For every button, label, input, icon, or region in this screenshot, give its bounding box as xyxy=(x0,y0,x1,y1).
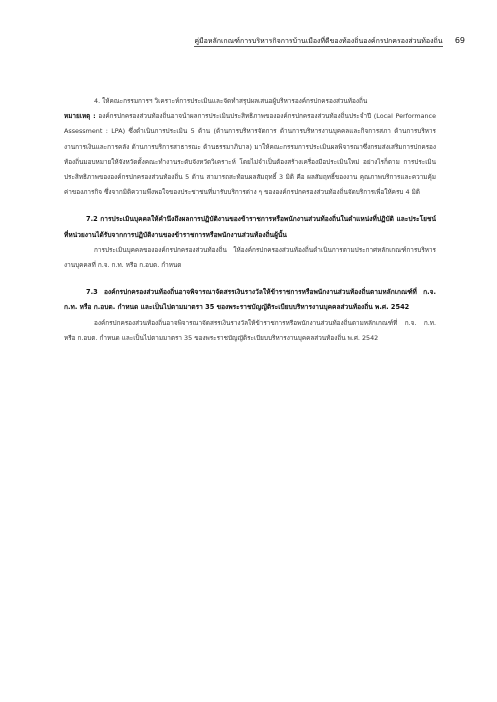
note-label: หมายเหตุ : xyxy=(64,112,96,121)
section-number: 7.3 xyxy=(86,288,98,297)
header-title: คู่มือหลักเกณฑ์การบริหารกิจการบ้านเมืองที่ดีของท้องถิ่นองค์กรปกครองส่วนท้องถิ่น xyxy=(194,37,443,45)
section-body-7-2: การประเมินบุคคลขององค์กรปกครองส่วนท้องถิ่น ให้องค์กรปกครองส่วนท้องถิ่นดำเนินการตามประกาศหลักเกณฑ์การบริหารงานบุคคลที่ ก.จ. ก.ท. หรือ ก.อบต. กำหนด xyxy=(64,245,436,270)
note-text: องค์กรปกครองส่วนท้องถิ่นอาจนำผลการประเมินประสิทธิภาพขององค์กรปกครองส่วนท้องถิ่นประจำปี (Local Performance Assessment : LPA) ซึ่งดำเนินการประเมิน 5 ด้าน (ด้านการบริหารจัดการ ด้านการบริหารงานบุคคลและกิจการสภา ด้านการบริหารงานการเงินและการคลัง ด้านการบริการสาธารณะ ด้านธรรมาภิบาล) มาให้คณะกรรมการประเมินผลพิจารณาซึ่งกรมส่งเสริมการปกครองท้องถิ่นมอบหมายให้จังหวัดตั้งคณะทำงานระดับจังหวัดวิเคราะห์ โดยไม่จำเป็นต้องสร้างเครื่องมือประเมินใหม่ อย่างไรก็ตาม การประเมินประสิทธิภาพขององค์กรปกครองส่วนท้องถิ่น 5 ด้าน สามารถสะท้อนผลสัมฤทธิ์ 3 มิติ คือ ผลสัมฤทธิ์ของงาน คุณภาพบริการและความคุ้มค่าของภารกิจ ซึ่งจากมิติความพึงพอใจของประชาชนที่มารับบริการต่าง ๆ ขององค์กรปกครองส่วนท้องถิ่นจัดบริการเพื่อให้ครบ 4 มิติ xyxy=(64,112,436,197)
page-number: 69 xyxy=(454,36,465,45)
section-heading-text: การประเมินบุคคลให้คำนึงถึงผลการปฏิบัติงานของข้าราชการหรือพนักงานส่วนท้องถิ่นในตำแหน่งที่ปฏิบัติ และประโยชน์ที่หน่วยงานได้รับจากการปฏิบัติงานของข้าราชการหรือพนักงานส่วนท้องถิ่นผู้นั้น xyxy=(64,215,436,239)
running-header xyxy=(194,36,465,46)
section-heading-7-2 xyxy=(64,212,436,242)
section-7-3 xyxy=(64,285,436,346)
note-paragraph xyxy=(64,109,436,200)
section-number: 7.2 xyxy=(86,215,98,224)
document-body xyxy=(64,94,436,346)
section-body-7-3: องค์กรปกครองส่วนท้องถิ่นอาจพิจารณาจัดสรรเงินรางวัลให้ข้าราชการหรือพนักงานส่วนท้องถิ่นตามหลักเกณฑ์ที่ ก.จ. ก.ท. หรือ ก.อบต. กำหนด และเป็นไปตามมาตรา 35 ของพระราชบัญญัติระเบียบบริหารงานบุคคลส่วนท้องถิ่น พ.ศ. 2542 xyxy=(64,318,436,342)
paragraph-item-4: 4. ให้คณะกรรมการฯ วิเคราะห์การประเมินและจัดทำสรุปผลเสนอผู้บริหารองค์กรปกครองส่วนท้องถิ่น xyxy=(94,97,368,105)
section-heading-7-3 xyxy=(64,285,436,315)
section-7-2 xyxy=(64,212,436,273)
section-heading-text: องค์กรปกครองส่วนท้องถิ่นอาจพิจารณาจัดสรรเงินรางวัลให้ข้าราชการหรือพนักงานส่วนท้องถิ่นตามหลักเกณฑ์ที่ ก.จ. ก.ท. หรือ ก.อบต. กำหนด และเป็นไปตามมาตรา 35 ของพระราชบัญญัติระเบียบบริหารงานบุคคลส่วนท้องถิ่น พ.ศ. 2542 xyxy=(64,288,436,312)
